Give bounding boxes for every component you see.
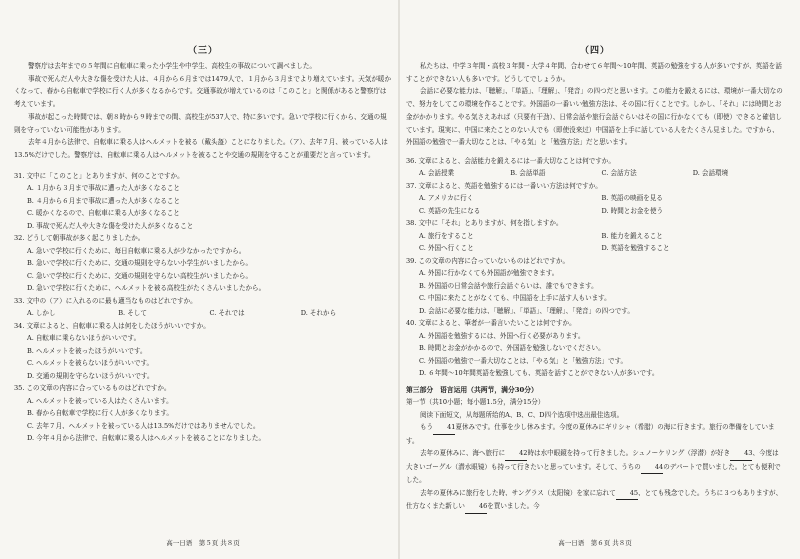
question-34 [14,320,392,383]
left-page [14,0,392,559]
question-37 [406,180,784,218]
passage-paragraph: 警察庁は去年までの５年間に自転車に乗った小学生や中学生、高校生の事故について調べました。 [28,62,316,70]
option[interactable]: D. 事故で死んだ人や大きな傷を受けた人が多くなること [27,221,194,230]
option[interactable]: C. 外国へ行くこと [419,244,474,253]
option[interactable]: B. そして [118,309,147,318]
cloze-text: 去年の夏休みに旅行をした時、サングラス（太阳镜）を家に忘れて [420,488,616,497]
question-stem: 40. 文章によると、筆者が一番言いたいことは何ですか。 [406,319,576,328]
page-footer: 高一日语 第６页 共８页 [558,539,632,547]
option[interactable]: C. 急いで学校に行くために、交通の規則を守らない高校生がいましたから。 [27,271,252,280]
option[interactable]: C. ヘルメットを被らないほうがいいです。 [27,359,154,368]
passage-paragraph: 去年４月から法律で、自転車に乗る人はヘルメットを被る（戴头盔）ことになりました。（ア）、去年７月、被っている人は13.5%だけでした。警察庁は、自転車に乗る人はヘルメットを被ることや交通の規則を守ることが重要だと言っています。 [14,138,388,159]
cloze-text: 夏休みです。仕事を少し休みます。今度の夏休みにギリシャ（希腊）の海に行きます。旅行の準備をしています。 [406,423,775,445]
option[interactable]: B. ４月から６月まで事故に遭った人が多くなること [27,196,181,205]
question-40 [406,317,784,380]
option[interactable]: D. 英語を勉強すること [601,244,670,253]
cloze-text: のデパートで買いました。とても便利でした。 [406,462,781,485]
option[interactable]: C. 英語の先生になる [419,206,481,215]
cloze-paragraph [406,421,784,447]
cloze-text: 去年の夏休みに、海へ旅行に [420,449,506,458]
option[interactable]: A. ヘルメットを被っている人はたくさんいます。 [27,396,173,405]
passage-paragraph: 会話に必要な能力は、「聴解」、「単語」、「理解」、「発音」の四つだと思います。この能力を鍛えるには、環境が一番大切なので、努力をしてこの環境を作ることです。外国語の一番いい勉強方法は、その国に行くことです。しかし、「それ」には時間とお金がかかります。やる気さえあれば（只要有干劲）、日常会話や旅行会話ぐらいはその国に行かなくても（即使）できると確信しています。現実に、中国に来たことのない人でも（即使没来过）中国語を上手に話している人をたくさん見ました。ですから、外国語の勉強で一番大切なことは、「やる気」と「勉強方法」だと思います。 [406,87,783,147]
option[interactable]: A. 自転車に乗らないほうがいいです。 [27,334,141,343]
option[interactable]: A. アメリカに行く [419,194,474,203]
option[interactable]: C. 中国に来たことがなくても、中国語を上手に話す人もいます。 [419,294,611,303]
question-stem: 34. 文章によると、自転車に乗る人は何をしたほうがいいですか。 [14,321,210,330]
question-38 [406,217,784,255]
option[interactable]: A. 旅行をすること [419,231,474,240]
option[interactable]: C. それでは [209,309,245,318]
option[interactable]: D. 会話環境 [692,169,729,178]
option[interactable]: C. 外国語の勉強で一番大切なことは、「やる気」と「勉強方法」です。 [419,356,628,365]
option[interactable]: A. 会話授業 [419,169,455,178]
option[interactable]: B. 英語の映画を見る [601,194,663,203]
option[interactable]: C. 暖かくなるので、自転車に乗る人が多くなること [27,209,180,218]
section-subheading: 第一节（共10小题；每小题1.5分，满分15分） [406,398,545,407]
right-page [406,0,784,559]
question-stem: 36. 文章によると、会話能力を鍛えるには一番大切なことは何ですか。 [406,156,615,165]
question-33 [14,295,392,320]
option[interactable]: B. 会話単語 [510,169,546,178]
option[interactable]: D. 時間とお金を使う [601,206,664,215]
option[interactable]: B. 能力を鍛えること [601,231,663,240]
cloze-text: 、今度は大きいゴーグル（潜水眼镜）も持って行きたいと思っています。そして、うちの [406,449,779,471]
question-stem: 31. 文中に「このこと」とありますが、何のことですか。 [14,171,184,180]
option[interactable]: D. 急いで学校に行くために、ヘルメットを被る高校生がたくさんいましたから。 [27,284,266,293]
cloze-text: 、とても残念でした。うちに３つもありますが、仕方なくまた新しい [406,488,783,511]
option[interactable]: C. 去年７月、ヘルメットを被っている人は13.5%だけではありませんでした。 [27,421,260,430]
option[interactable]: A. しかし [27,309,56,318]
cloze-paragraph [406,487,784,514]
question-32 [14,232,392,295]
option[interactable]: B. 時間とお金がかかるので、外国語を勉強しないでください。 [419,344,605,353]
option[interactable]: A. 外国語を勉強するには、外国へ行く必要があります。 [419,331,585,340]
question-39 [406,255,784,318]
cloze-blank[interactable]: 44 [641,461,663,475]
cloze-text: もう [420,423,434,432]
page-spine [398,0,400,559]
cloze-blank[interactable]: 42 [505,447,527,461]
cloze-blank[interactable]: 45 [616,487,638,501]
cloze-blank[interactable]: 41 [433,421,455,435]
option[interactable]: D. 会話に必要な能力は、「聴解」、「単語」、「理解」、「発音」の四つです。 [419,306,634,315]
option[interactable]: C. 会話方法 [601,169,637,178]
option[interactable]: B. 春から自転車で学校に行く人が多くなります。 [27,409,173,418]
option[interactable]: A. 外国に行かなくても外国語が勉強できます。 [419,269,559,278]
option[interactable]: A. 急いで学校に行くために、毎日自転車に乗る人が少なかったですから。 [27,246,246,255]
question-stem: 35. この文章の内容に合っているものはどれですか。 [14,384,171,393]
option[interactable]: B. 外国語の日常会話や旅行会話ぐらいは、誰でもできます。 [419,281,598,290]
page-footer: 高一日语 第５页 共８页 [166,539,240,547]
option[interactable]: D. 交通の規則を守らないほうがいいです。 [27,371,154,380]
question-stem: 37. 文章によると、英語を勉強するには一番いい方法は何ですか。 [406,181,602,190]
option[interactable]: D. ６年間〜10年間英語を勉強しても、英語を話すことができない人が多いです。 [419,369,659,378]
section-title-4: （四） [579,46,610,56]
option[interactable]: D. それから [300,309,337,318]
section-title-3: （三） [187,46,218,56]
part-heading: 第三部分 语言运用（共两节，满分30分） [406,385,538,394]
option[interactable]: D. 今年４月から法律で、自転車に乗る人はヘルメットを被ることになりました。 [27,434,265,443]
question-35 [14,382,392,445]
option[interactable]: B. ヘルメットを被ったほうがいいです。 [27,346,147,355]
cloze-text: 時は水中眼鏡を持って行きました。シュノーケリング（浮潜）が好き [527,449,731,458]
question-stem: 33. 文中の（ア）に入れるのに最も適当なものはどれですか。 [14,296,197,305]
instructions: 阅读下面短文，从每题所给的A、B、C、D四个选项中选出最佳选项。 [420,410,624,419]
cloze-paragraph [406,447,784,487]
option[interactable]: B. 急いで学校に行くために、交通の規則を守らない小学生がいましたから。 [27,259,253,268]
passage-paragraph: 事故で死んだ人や大きな傷を受けた人は、４月から６月までは1479人で、１月から３月までより増えています。天気が暖かくなって、春から自転車で学校に行く人が多くなるからです。交通事故が増えているのは「このこと」と関係があると警察庁は考えています。 [14,74,391,109]
question-31 [14,170,392,233]
question-stem: 32. どうして朝事故が多く起こりましたか。 [14,234,145,243]
cloze-blank[interactable]: 46 [465,500,487,514]
passage-paragraph: 事故が起こった時間では、朝８時から９時までの間、高校生が537人で、特に多いです。急いで学校に行くから、交通の規則を守っていない可能性があります。 [14,112,387,134]
question-36 [406,155,784,180]
option[interactable]: A. １月から３月まで事故に遭った人が多くなること [27,184,180,193]
passage-paragraph: 私たちは、中学３年間・高校３年間・大学４年間、合わせて６年間〜10年間、英語の勉強をする人が多いですが、英語を話すことができない人も多いです。どうしてでしょうか。 [406,62,782,83]
question-stem: 39. この文章の内容に合っていないものはどれですか。 [406,256,570,265]
cloze-text: を買いました。今 [487,502,540,511]
question-stem: 38. 文中に「それ」とありますが、何を指しますか。 [406,219,563,228]
cloze-blank[interactable]: 43 [730,447,752,461]
